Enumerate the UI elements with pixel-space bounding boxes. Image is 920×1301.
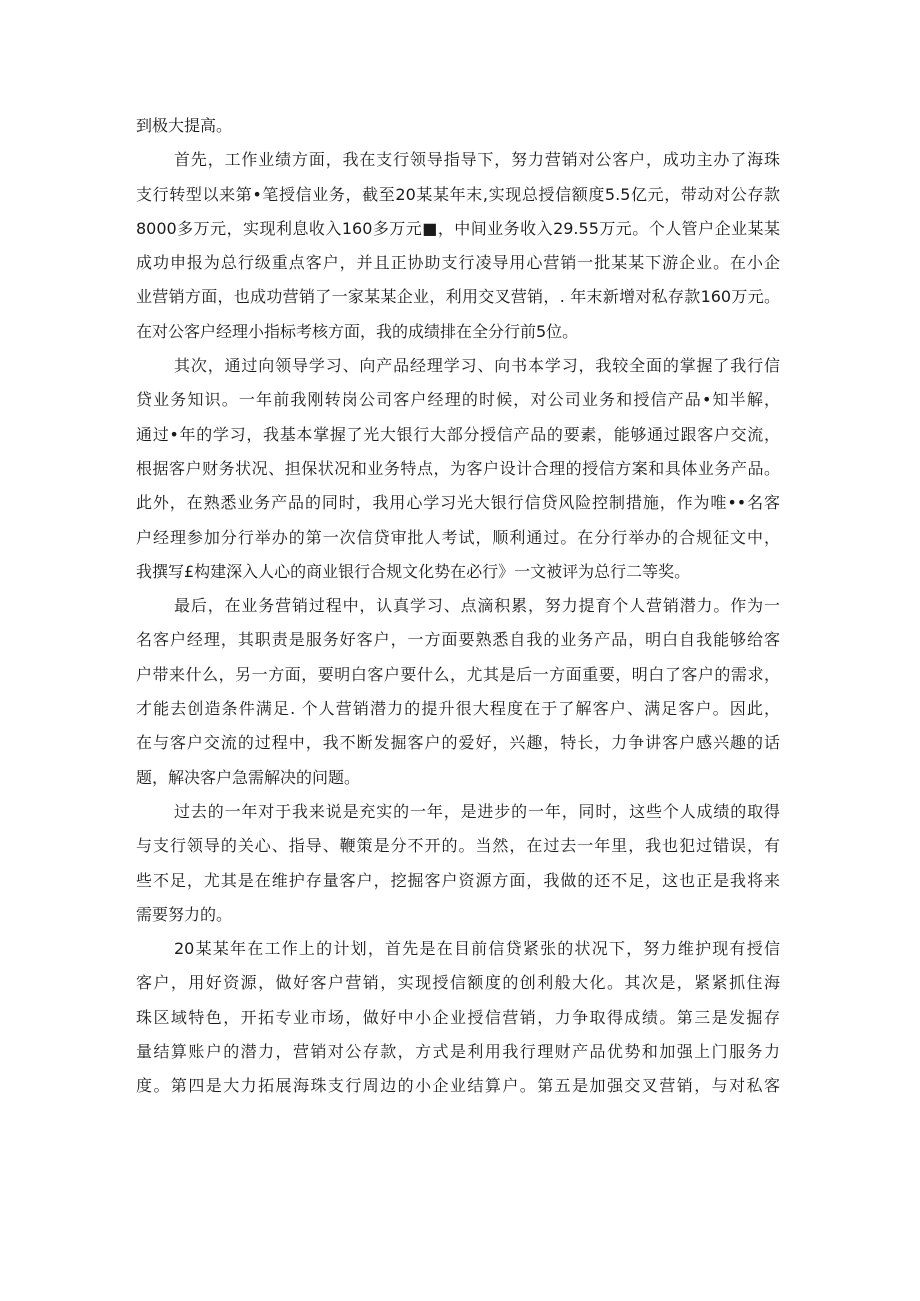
text-line: 过去的一年对于我来说是充实的一年，是进步的一年，同时，这些个人成绩的取得: [174, 801, 780, 821]
text-line: 最后，在业务营销过程中，认真学习、点滴积累，努力提育个人营销潜力。作为一: [174, 596, 780, 616]
text-line: 首先，工作业绩方面，我在支行领导指导下，努力营销对公客户，成功主办了海珠: [174, 150, 780, 170]
text-line: 贷业务知识。一年前我刚转岗公司客户经理的时候，对公司业务和授信产品•知半解，: [136, 390, 780, 410]
document-body: [136, 109, 780, 1104]
text-line: 业营销方面，也成功营销了一家某某企业，利用交叉营销，. 年末新增对私存款160万元。: [136, 287, 780, 307]
text-line: 到极大提高。: [136, 116, 233, 135]
paragraph-plan: [136, 932, 780, 1103]
text-line: 才能去创造条件满足. 个人营销潜力的提升很大程度在于了解客户、满足客户。因此，: [136, 699, 780, 719]
text-line: 此外，在熟悉业务产品的同时，我用心学习光大银行信贷风险控制措施，作为唯••名客: [136, 493, 780, 513]
text-line: 其次，通过向领导学习、向产品经理学习、向书本学习，我较全面的掌握了我行信: [174, 356, 780, 376]
text-line: 户经理参加分行举办的第一次信贷审批人考试，顺利通过。在分行举办的合规征文中，: [136, 527, 780, 547]
text-line: 户带来什么，另一方面，要明白客户要什么，尤其是后一方面重要，明白了客户的需求，: [136, 664, 780, 684]
text-line: 需要努力的。: [136, 904, 233, 924]
text-line: 8000多万元，实现利息收入160多万元■，中间业务收入29.55万元。个人管户企业某某: [136, 218, 780, 238]
text-line: 在对公客户经理小指标考核方面，我的成绩排在全分行前5位。: [136, 321, 579, 341]
paragraph-performance: [136, 143, 780, 349]
paragraph-continuation: [136, 109, 780, 143]
text-line: 支行转型以来第•笔授信业务，截至20某某年末,实现总授信额度5.5亿元，带动对公存款: [136, 184, 780, 204]
text-line: 与支行领导的关心、指导、鞭策是分不开的。当然，在过去一年里，我也犯过错误，有: [136, 836, 780, 856]
text-line: 些不足，尤其是在维护存量客户，挖掘客户资源方面，我做的还不足，这也正是我将来: [136, 870, 780, 890]
text-line: 题，解决客户急需解决的问题。: [136, 767, 361, 787]
text-line: 量结算账户的潜力，营销对公存款，方式是利用我行理财产品优势和加强上门服务力: [136, 1042, 780, 1062]
text-line: 通过•年的学习，我基本掌握了光大银行大部分授信产品的要素，能够通过跟客户交流，: [136, 424, 780, 444]
text-line: 客户，用好资源，做好客户营销，实现授信额度的创利般大化。其次是，紧紧抓住海: [136, 973, 780, 993]
text-line: 我撰写£构建深入人心的商业银行合规文化势在必行》一文被评为总行二等奖。: [136, 561, 691, 581]
text-line: 根据客户财务状况、担保状况和业务特点，为客户设计合理的授信方案和具体业务产品。: [136, 458, 780, 478]
text-line: 在与客户交流的过程中，我不断发掘客户的爱好，兴趣，特长，力争讲客户感兴趣的话: [136, 733, 780, 753]
paragraph-learning: [136, 349, 780, 589]
text-line: 度。第四是大力拓展海珠支行周边的小企业结算户。第五是加强交叉营销，与对私客: [136, 1076, 780, 1096]
text-line: 珠区域特色，开拓专业市场，做好中小企业授信营销，力争取得成绩。第三是发掘存: [136, 1007, 780, 1027]
text-line: 名客户经理，其职责是服务好客户，一方面要熟悉自我的业务产品，明白自我能够给客: [136, 630, 780, 650]
paragraph-review: [136, 795, 780, 932]
paragraph-marketing: [136, 589, 780, 795]
text-line: 成功申报为总行级重点客户，并且正协助支行凌导用心营销一批某某下游企业。在小企: [136, 253, 780, 273]
text-line: 20某某年在工作上的计划，首先是在目前信贷紧张的状况下，努力维护现有授信: [174, 939, 780, 959]
